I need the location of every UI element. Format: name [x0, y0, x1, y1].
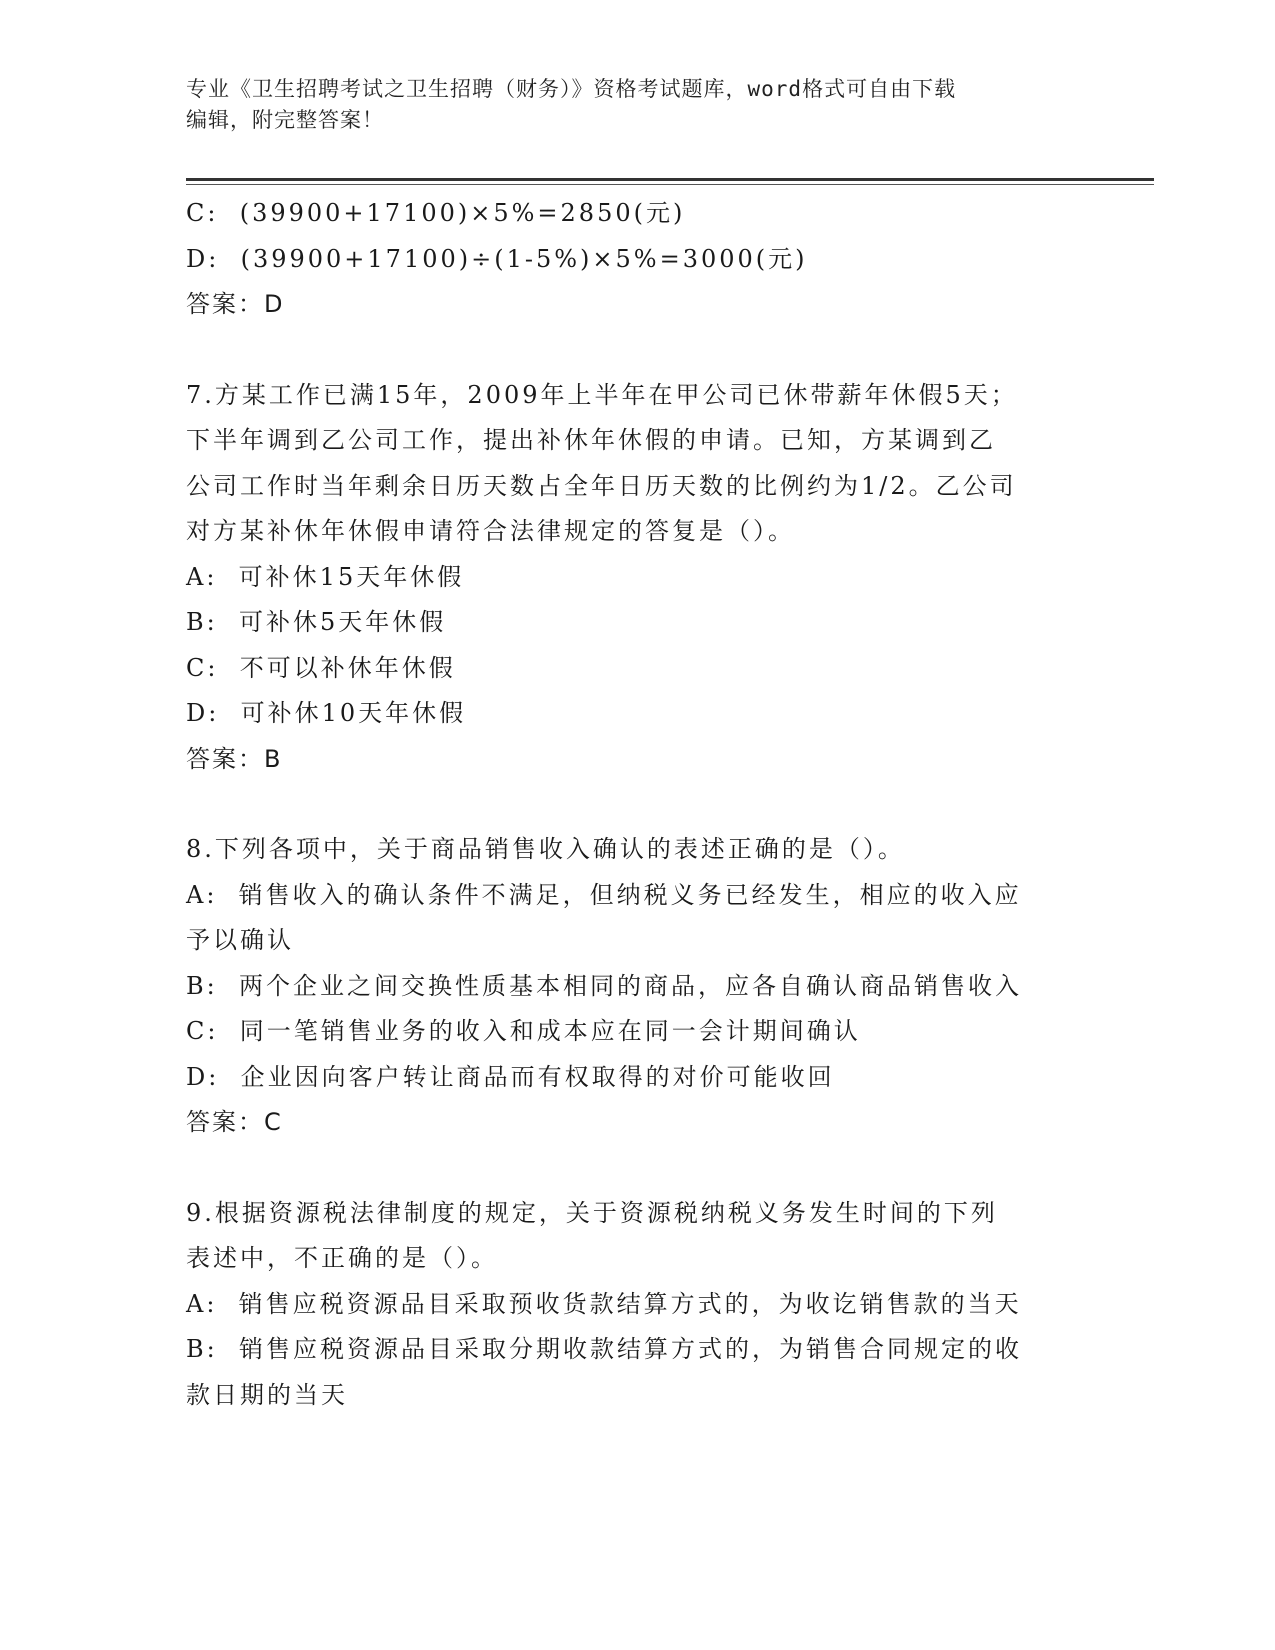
question-8 — [186, 827, 1086, 1146]
question-7 — [186, 373, 1086, 783]
option-c: C: 同一笔销售业务的收入和成本应在同一会计期间确认 — [186, 1017, 861, 1045]
question-stem-line: 对方某补休年休假申请符合法律规定的答复是（）。 — [186, 517, 795, 545]
question-stem-line: 下半年调到乙公司工作，提出补休年休假的申请。已知，方某调到乙 — [186, 426, 996, 454]
option-d: D: 可补休10天年休假 — [186, 699, 467, 727]
question-stem-line: 7.方某工作已满15年，2009年上半年在甲公司已休带薪年休假5天； — [186, 380, 1018, 409]
previous-question-tail — [186, 191, 1086, 328]
option-a-continued: 予以确认 — [186, 926, 294, 954]
header-divider-thin — [186, 184, 1154, 185]
option-a: A: 可补休15天年休假 — [186, 562, 465, 591]
option-b: B: 两个企业之间交换性质基本相同的商品，应各自确认商品销售收入 — [186, 971, 1022, 1000]
header-divider — [186, 178, 1154, 181]
question-stem-line: 表述中，不正确的是（）。 — [186, 1244, 498, 1272]
option-b: B: 销售应税资源品目采取分期收款结算方式的，为销售合同规定的收 — [186, 1335, 1022, 1363]
option-a: A: 销售收入的确认条件不满足，但纳税义务已经发生，相应的收入应 — [186, 880, 1022, 909]
question-stem: 8.下列各项中，关于商品销售收入确认的表述正确的是（）。 — [186, 835, 905, 863]
document-header — [186, 74, 1086, 136]
option-d: D: (39900+17100)÷(1-5%)×5%=3000(元) — [186, 244, 808, 273]
question-9 — [186, 1191, 1086, 1419]
option-b-continued: 款日期的当天 — [186, 1380, 348, 1409]
option-c: C: (39900+17100)×5%=2850(元) — [186, 199, 686, 227]
header-line-2: 编辑，附完整答案！ — [186, 108, 384, 132]
answer: 答案：D — [186, 290, 285, 318]
answer: 答案：C — [186, 1108, 283, 1136]
document-body — [186, 191, 1086, 1418]
question-stem-line: 9.根据资源税法律制度的规定，关于资源税纳税义务发生时间的下列 — [186, 1198, 998, 1227]
header-line-1: 专业《卫生招聘考试之卫生招聘（财务）》资格考试题库，word格式可自由下载 — [186, 77, 957, 101]
question-stem-line: 公司工作时当年剩余日历天数占全年日历天数的比例约为1/2。乙公司 — [186, 471, 1017, 500]
option-c: C: 不可以补休年休假 — [186, 653, 456, 682]
option-a: A: 销售应税资源品目采取预收货款结算方式的，为收讫销售款的当天 — [186, 1289, 1022, 1318]
option-d: D: 企业因向客户转让商品而有权取得的对价可能收回 — [186, 1062, 835, 1091]
option-b: B: 可补休5天年休假 — [186, 608, 447, 636]
answer: 答案：B — [186, 744, 283, 773]
